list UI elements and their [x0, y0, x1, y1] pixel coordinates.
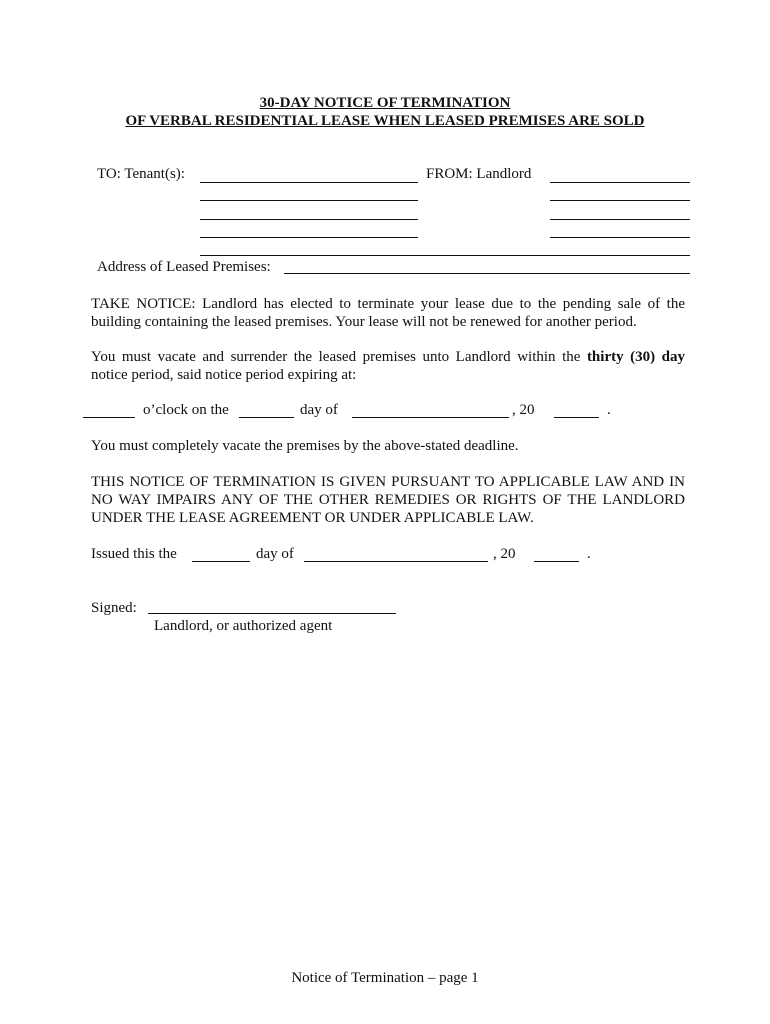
- expiry-day-of-label: day of: [300, 402, 338, 418]
- landlord-field-2[interactable]: [550, 200, 690, 201]
- signature-caption: Landlord, or authorized agent: [154, 618, 333, 634]
- signature-field[interactable]: [148, 613, 396, 614]
- expiry-day-field[interactable]: [239, 417, 294, 418]
- tenant-field-1[interactable]: [200, 182, 418, 183]
- issued-day-field[interactable]: [192, 561, 250, 562]
- landlord-label: FROM: Landlord: [426, 166, 532, 182]
- issued-period: .: [587, 546, 591, 562]
- take-notice-text: TAKE NOTICE: Landlord has elected to terminate your lease due to the pending sale of the building containing the leased premises. Your lease will not be renewed for another period.: [91, 296, 685, 330]
- vacate-deadline-text: You must completely vacate the premises by the above-stated deadline.: [91, 438, 519, 454]
- issued-day-of-label: day of: [256, 546, 294, 562]
- take-notice-paragraph: [91, 295, 685, 331]
- document-title: 30-DAY NOTICE OF TERMINATION: [259, 95, 511, 111]
- vacate-text-suffix: notice period, said notice period expiring at:: [91, 367, 357, 383]
- address-field[interactable]: [284, 273, 690, 274]
- landlord-field-4[interactable]: [550, 237, 690, 238]
- tenant-field-2[interactable]: [200, 200, 418, 201]
- legal-paragraph: [91, 473, 685, 527]
- document-subtitle: OF VERBAL RESIDENTIAL LEASE WHEN LEASED PREMISES ARE SOLD: [125, 113, 645, 129]
- expiry-month-field[interactable]: [352, 417, 509, 418]
- issued-month-field[interactable]: [304, 561, 488, 562]
- tenant-field-4[interactable]: [200, 237, 418, 238]
- oclock-label: o’clock on the: [143, 402, 229, 418]
- issued-year-prefix: , 20: [493, 546, 516, 562]
- address-label: Address of Leased Premises:: [97, 259, 271, 275]
- legal-text: THIS NOTICE OF TERMINATION IS GIVEN PURSUANT TO APPLICABLE LAW AND IN NO WAY IMPAIRS ANY OF THE OTHER REMEDIES OR RIGHTS OF THE LANDLORD UNDER THE LEASE AGREEMENT OR UNDER APPLICABLE LAW.: [91, 474, 685, 526]
- issued-year-field[interactable]: [534, 561, 579, 562]
- vacate-text-bold: thirty (30) day: [586, 349, 685, 365]
- expiry-period: .: [607, 402, 611, 418]
- issued-label: Issued this the: [91, 546, 177, 562]
- vacate-paragraph: [91, 348, 685, 384]
- tenant-label: TO: Tenant(s):: [97, 166, 185, 182]
- page-footer: Notice of Termination – page 1: [291, 970, 479, 986]
- expiry-year-prefix: , 20: [512, 402, 535, 418]
- expiry-hour-field[interactable]: [83, 417, 135, 418]
- landlord-field-1[interactable]: [550, 182, 690, 183]
- signed-label: Signed:: [91, 600, 137, 616]
- vacate-text-prefix: You must vacate and surrender the leased premises unto Landlord within the: [91, 349, 581, 365]
- tenant-field-3[interactable]: [200, 219, 418, 220]
- expiry-year-field[interactable]: [554, 417, 599, 418]
- landlord-field-3[interactable]: [550, 219, 690, 220]
- tenant-landlord-field-5[interactable]: [200, 255, 690, 256]
